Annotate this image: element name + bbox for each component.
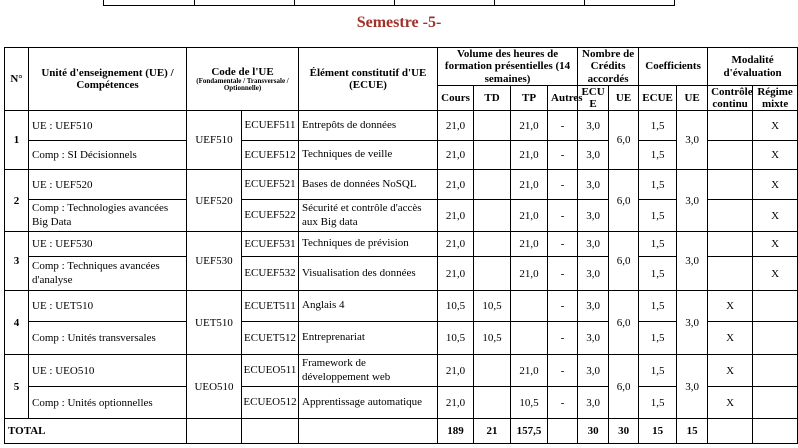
tp-hours: 21,0 (511, 170, 548, 200)
regime-mixte-mark (753, 355, 798, 387)
header-no: N° (5, 48, 29, 111)
autres-hours: - (548, 200, 578, 232)
table-row (5, 232, 798, 257)
table-row (5, 355, 798, 387)
total-tp: 157,5 (511, 419, 548, 444)
header-ue: Unité d'enseignement (UE) / Compétences (29, 48, 187, 111)
semester-title: Semestre -5- (356, 14, 442, 31)
tp-hours: 21,0 (511, 257, 548, 291)
ecue-code: ECUET512 (242, 322, 299, 355)
credit-ue: 6,0 (609, 232, 639, 291)
group-number: 1 (5, 111, 29, 170)
autres-hours: - (548, 111, 578, 141)
credit-ecue: 3,0 (578, 170, 609, 200)
coef-ecue: 1,5 (639, 291, 677, 322)
header-cours: Cours (438, 86, 474, 111)
header-code (187, 48, 299, 111)
tp-hours (511, 322, 548, 355)
group-number: 2 (5, 170, 29, 232)
td-hours (474, 111, 511, 141)
td-hours (474, 141, 511, 170)
header-coef-ecue: ECUE (639, 86, 677, 111)
cours-hours: 21,0 (438, 170, 474, 200)
credit-ecue: 3,0 (578, 200, 609, 232)
cours-hours: 21,0 (438, 355, 474, 387)
header-coef-ue: UE (677, 86, 708, 111)
regime-mixte-mark (753, 387, 798, 419)
total-row (5, 419, 798, 444)
ue-code: UEF510 (187, 111, 242, 170)
credit-ue: 6,0 (609, 355, 639, 419)
tp-hours: 21,0 (511, 111, 548, 141)
credit-ecue: 3,0 (578, 141, 609, 170)
total-empty-cell (187, 419, 242, 444)
element-name: Entrepôts de données (299, 111, 438, 141)
header-code-sub: (Fondamentale / Transversale / Optionnelle) (196, 76, 289, 93)
cours-hours: 21,0 (438, 232, 474, 257)
autres-hours: - (548, 291, 578, 322)
credit-ue: 6,0 (609, 291, 639, 355)
ecue-code: ECUEO511 (242, 355, 299, 387)
coef-ue: 3,0 (677, 291, 708, 355)
regime-mixte-mark: X (753, 232, 798, 257)
controle-continu-mark: X (708, 355, 753, 387)
ecue-code: ECUEF531 (242, 232, 299, 257)
td-hours (474, 170, 511, 200)
header-element: Élément constitutif d'UE (ECUE) (299, 48, 438, 111)
tp-hours: 21,0 (511, 232, 548, 257)
ecue-code: ECUEF512 (242, 141, 299, 170)
total-credit-ue: 30 (609, 419, 639, 444)
credit-ecue: 3,0 (578, 387, 609, 419)
controle-continu-mark: X (708, 322, 753, 355)
credit-ecue: 3,0 (578, 322, 609, 355)
competence-label: Comp : Unités optionnelles (29, 387, 187, 419)
regime-mixte-mark (753, 291, 798, 322)
td-hours (474, 355, 511, 387)
competence-label: Comp : Techniques avancées d'analyse (29, 257, 187, 291)
coef-ecue: 1,5 (639, 170, 677, 200)
controle-continu-mark: X (708, 387, 753, 419)
coef-ecue: 1,5 (639, 111, 677, 141)
td-hours (474, 232, 511, 257)
ue-label: UE : UEF510 (29, 111, 187, 141)
credit-ue: 6,0 (609, 111, 639, 170)
cours-hours: 21,0 (438, 257, 474, 291)
autres-hours: - (548, 355, 578, 387)
ue-label: UE : UET510 (29, 291, 187, 322)
controle-continu-mark (708, 111, 753, 141)
total-cours: 189 (438, 419, 474, 444)
regime-mixte-mark: X (753, 111, 798, 141)
cours-hours: 21,0 (438, 111, 474, 141)
header-td: TD (474, 86, 511, 111)
element-name: Framework de développement web (299, 355, 438, 387)
element-name: Techniques de veille (299, 141, 438, 170)
ecue-code: ECUEO512 (242, 387, 299, 419)
ecue-code: ECUEF532 (242, 257, 299, 291)
header-coefficients: Coefficients (639, 48, 708, 86)
td-hours (474, 257, 511, 291)
autres-hours: - (548, 322, 578, 355)
tp-hours: 21,0 (511, 355, 548, 387)
controle-continu-mark (708, 170, 753, 200)
ue-label: UE : UEO510 (29, 355, 187, 387)
ue-code: UEO510 (187, 355, 242, 419)
ue-code: UEF530 (187, 232, 242, 291)
regime-mixte-mark: X (753, 257, 798, 291)
controle-continu-mark (708, 141, 753, 170)
td-hours: 10,5 (474, 291, 511, 322)
cours-hours: 21,0 (438, 387, 474, 419)
tp-hours: 21,0 (511, 141, 548, 170)
header-cred-ue: UE (609, 86, 639, 111)
autres-hours: - (548, 257, 578, 291)
header-modalite: Modalité d'évaluation (708, 48, 798, 86)
header-tp: TP (511, 86, 548, 111)
total-coef-ecue: 15 (639, 419, 677, 444)
regime-mixte-mark (753, 322, 798, 355)
coef-ecue: 1,5 (639, 322, 677, 355)
ecue-code: ECUEF522 (242, 200, 299, 232)
competence-label: Comp : Unités transversales (29, 322, 187, 355)
total-empty-cell (753, 419, 798, 444)
semester-table (4, 47, 798, 444)
credit-ue: 6,0 (609, 170, 639, 232)
coef-ecue: 1,5 (639, 141, 677, 170)
total-empty-cell (299, 419, 438, 444)
coef-ue: 3,0 (677, 232, 708, 291)
tp-hours: 21,0 (511, 200, 548, 232)
table-row (5, 291, 798, 322)
coef-ecue: 1,5 (639, 387, 677, 419)
td-hours (474, 200, 511, 232)
header-controle-continu: Contrôle continu (708, 86, 753, 111)
credit-ecue: 3,0 (578, 232, 609, 257)
element-name: Techniques de prévision (299, 232, 438, 257)
controle-continu-mark: X (708, 291, 753, 322)
coef-ecue: 1,5 (639, 355, 677, 387)
regime-mixte-mark: X (753, 170, 798, 200)
total-td: 21 (474, 419, 511, 444)
cours-hours: 21,0 (438, 200, 474, 232)
table-row (5, 111, 798, 141)
cours-hours: 10,5 (438, 322, 474, 355)
element-name: Sécurité et contrôle d'accès aux Big data (299, 200, 438, 232)
group-number: 5 (5, 355, 29, 419)
header-cred-ecue: ECU E (578, 86, 609, 111)
total-empty-cell (548, 419, 578, 444)
header-credits: Nombre de Crédits accordés (578, 48, 639, 86)
previous-table-bottom-edge (103, 0, 675, 6)
credit-ecue: 3,0 (578, 291, 609, 322)
header-volume: Volume des heures de formation présentielles (14 semaines) (438, 48, 578, 86)
competence-label: Comp : Technologies avancées Big Data (29, 200, 187, 232)
ecue-code: ECUET511 (242, 291, 299, 322)
credit-ecue: 3,0 (578, 257, 609, 291)
td-hours (474, 387, 511, 419)
coef-ue: 3,0 (677, 111, 708, 170)
coef-ecue: 1,5 (639, 232, 677, 257)
element-name: Apprentissage automatique (299, 387, 438, 419)
table-row (5, 170, 798, 200)
coef-ue: 3,0 (677, 355, 708, 419)
autres-hours: - (548, 232, 578, 257)
header-autres: Autres (548, 86, 578, 111)
element-name: Entreprenariat (299, 322, 438, 355)
total-credit-ecue: 30 (578, 419, 609, 444)
tp-hours (511, 291, 548, 322)
td-hours: 10,5 (474, 322, 511, 355)
controle-continu-mark (708, 200, 753, 232)
competence-label: Comp : SI Décisionnels (29, 141, 187, 170)
autres-hours: - (548, 170, 578, 200)
regime-mixte-mark: X (753, 141, 798, 170)
controle-continu-mark (708, 257, 753, 291)
header-code-title: Code de l'UE (211, 65, 274, 78)
total-coef-ue: 15 (677, 419, 708, 444)
group-number: 3 (5, 232, 29, 291)
group-number: 4 (5, 291, 29, 355)
total-label: TOTAL (5, 419, 187, 444)
element-name: Anglais 4 (299, 291, 438, 322)
header-regime-mixte: Régime mixte (753, 86, 798, 111)
coef-ue: 3,0 (677, 170, 708, 232)
credit-ecue: 3,0 (578, 355, 609, 387)
ecue-code: ECUEF521 (242, 170, 299, 200)
autres-hours: - (548, 387, 578, 419)
regime-mixte-mark: X (753, 200, 798, 232)
coef-ecue: 1,5 (639, 257, 677, 291)
ue-label: UE : UEF530 (29, 232, 187, 257)
ue-code: UEF520 (187, 170, 242, 232)
tp-hours: 10,5 (511, 387, 548, 419)
total-empty-cell (242, 419, 299, 444)
cours-hours: 10,5 (438, 291, 474, 322)
total-empty-cell (708, 419, 753, 444)
credit-ecue: 3,0 (578, 111, 609, 141)
ue-label: UE : UEF520 (29, 170, 187, 200)
coef-ecue: 1,5 (639, 200, 677, 232)
element-name: Bases de données NoSQL (299, 170, 438, 200)
ecue-code: ECUEF511 (242, 111, 299, 141)
ue-code: UET510 (187, 291, 242, 355)
element-name: Visualisation des données (299, 257, 438, 291)
cours-hours: 21,0 (438, 141, 474, 170)
autres-hours: - (548, 141, 578, 170)
controle-continu-mark (708, 232, 753, 257)
